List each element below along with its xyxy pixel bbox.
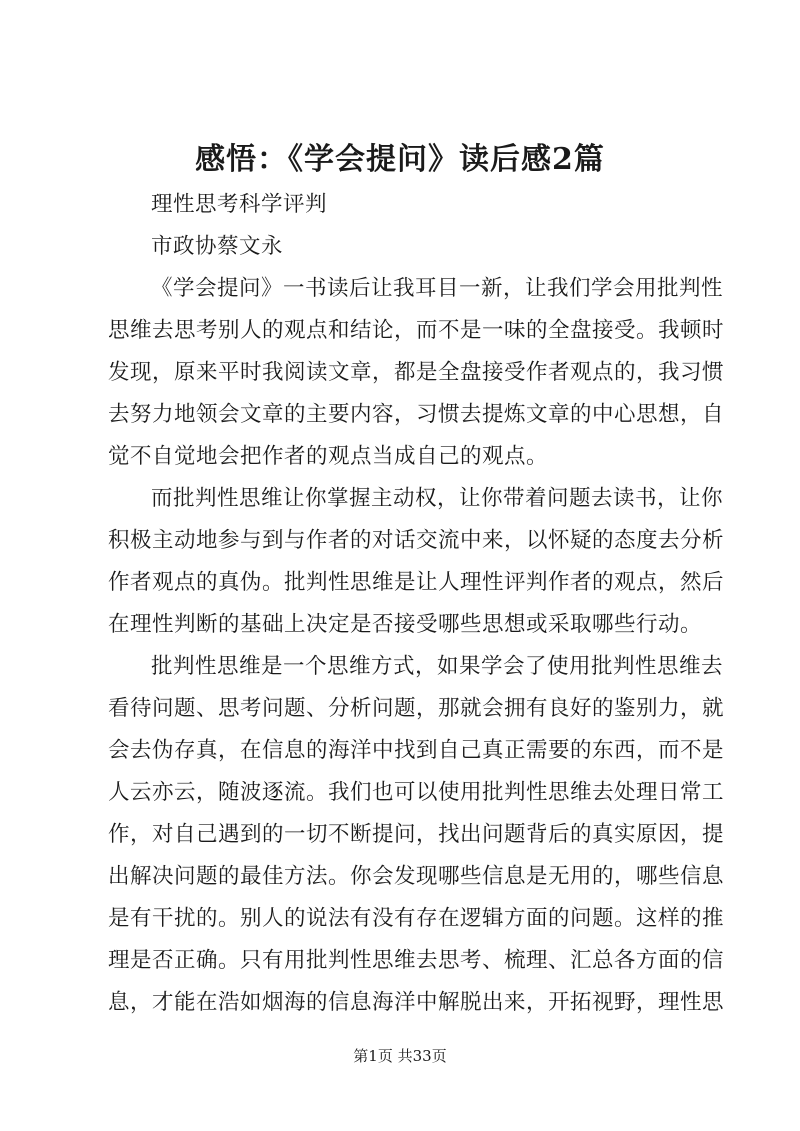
document-body xyxy=(108,184,725,1024)
paragraph-line: 《学会提问》一书读后让我耳目一新，让我们学会用批判性 xyxy=(151,276,724,301)
document-title: 感悟：《学会提问》读后感2篇 xyxy=(195,142,605,177)
paragraph-line: 是有干扰的。别人的说法有没有存在逻辑方面的问题。这样的推 xyxy=(108,906,725,931)
paragraph-line: 理是否正确。只有用批判性思维去思考、梳理、汇总各方面的信 xyxy=(108,948,725,973)
paragraph-line: 作者观点的真伪。批判性思维是让人理性评判作者的观点，然后 xyxy=(108,570,725,595)
paragraph-line: 看待问题、思考问题、分析问题，那就会拥有良好的鉴别力，就 xyxy=(108,696,725,721)
paragraph-line: 出解决问题的最佳方法。你会发现哪些信息是无用的，哪些信息 xyxy=(108,864,725,889)
paragraph-line: 思维去思考别人的观点和结论，而不是一味的全盘接受。我顿时 xyxy=(108,318,725,343)
paragraph-line: 而批判性思维让你掌握主动权，让你带着问题去读书，让你 xyxy=(151,486,724,511)
page-footer: 第1页 共33页 xyxy=(353,1047,447,1065)
subtitle-line: 理性思考科学评判 xyxy=(151,192,328,217)
paragraph-line: 去努力地领会文章的主要内容，习惯去提炼文章的中心思想，自 xyxy=(108,402,725,427)
paragraph-line: 积极主动地参与到与作者的对话交流中来，以怀疑的态度去分析 xyxy=(108,528,725,553)
paragraph-line: 作，对自己遇到的一切不断提问，找出问题背后的真实原因，提 xyxy=(108,822,725,847)
paragraph-line: 觉不自觉地会把作者的观点当成自己的观点。 xyxy=(108,444,549,469)
paragraph-line: 发现，原来平时我阅读文章，都是全盘接受作者观点的，我习惯 xyxy=(108,360,725,385)
paragraph-line: 人云亦云，随波逐流。我们也可以使用批判性思维去处理日常工 xyxy=(108,780,725,805)
paragraph-line: 在理性判断的基础上决定是否接受哪些思想或采取哪些行动。 xyxy=(108,612,703,637)
paragraph-line: 会去伪存真，在信息的海洋中找到自己真正需要的东西，而不是 xyxy=(108,738,725,763)
paragraph-line: 批判性思维是一个思维方式，如果学会了使用批判性思维去 xyxy=(151,654,724,679)
author-line: 市政协蔡文永 xyxy=(151,234,284,259)
paragraph-line: 息，才能在浩如烟海的信息海洋中解脱出来，开拓视野，理性思 xyxy=(108,990,725,1015)
